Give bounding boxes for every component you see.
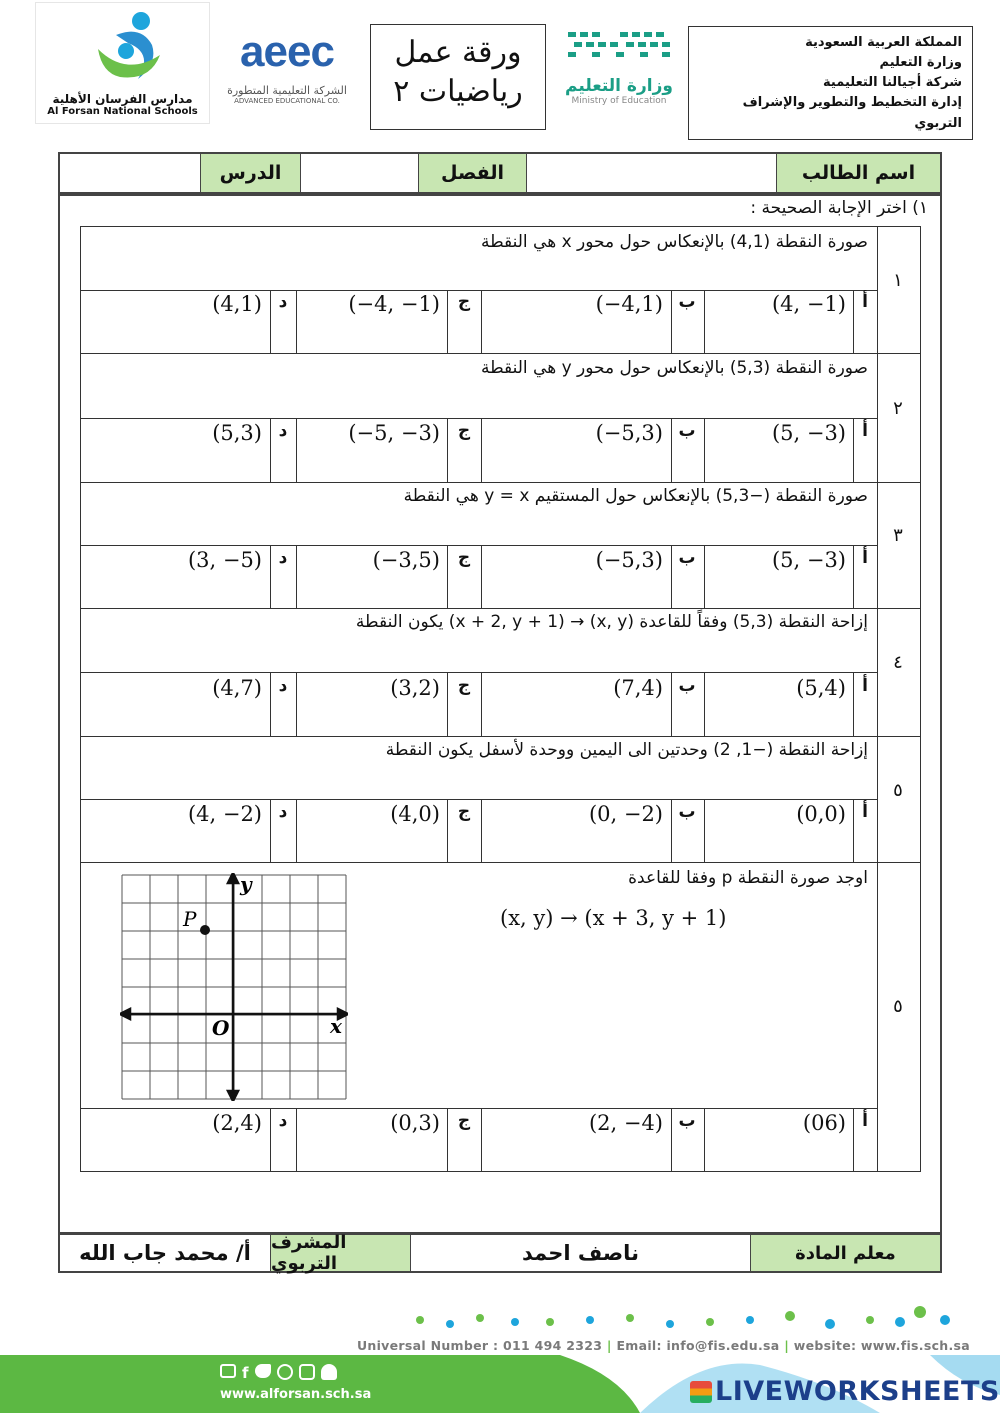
header-line: إدارة التخطيط والتطوير والإشراف التربوي (742, 95, 962, 131)
option-d[interactable]: (4,7) (212, 676, 262, 700)
liveworksheets-brand[interactable] (690, 1376, 1000, 1407)
option-b[interactable]: (−5,3) (595, 421, 663, 445)
table-divider (80, 482, 921, 483)
option-b[interactable]: (−5,3) (595, 548, 663, 572)
table-divider (296, 290, 297, 353)
table-divider (853, 290, 854, 353)
option-a[interactable]: (5, −3) (771, 548, 846, 572)
table-divider (447, 290, 448, 353)
table-divider (80, 545, 877, 546)
option-b[interactable]: (0, −2) (588, 802, 663, 826)
option-letter-d: د (278, 421, 288, 441)
option-a[interactable]: (06) (802, 1111, 846, 1135)
table-divider (270, 418, 271, 482)
origin-label: O (212, 1016, 230, 1040)
table-divider (270, 672, 271, 736)
option-letter-b: ب (678, 292, 696, 312)
option-d[interactable]: (5,3) (212, 421, 262, 445)
student-name-label: اسم الطالب (776, 154, 940, 192)
instruction: ١) اختر الإجابة الصحيحة : (750, 198, 928, 218)
option-letter-d: د (278, 802, 288, 822)
table-divider (296, 672, 297, 736)
option-d[interactable]: (3, −5) (187, 548, 262, 572)
table-divider (296, 1108, 297, 1172)
facebook-icon[interactable]: f (242, 1364, 249, 1382)
question-number: ٢ (893, 398, 903, 419)
header-line: شركة أجيالنا التعليمية (823, 75, 962, 91)
table-divider (296, 545, 297, 608)
worksheet-title (370, 24, 546, 130)
teacher-label: معلم المادة (750, 1235, 940, 1271)
option-letter-c: ج (457, 548, 471, 568)
table-divider (704, 799, 705, 862)
option-a[interactable]: (5, −3) (771, 421, 846, 445)
company-logo (212, 27, 362, 130)
class-field[interactable] (300, 154, 418, 192)
student-info-row (58, 152, 942, 194)
table-divider (481, 545, 482, 608)
table-divider (704, 418, 705, 482)
option-letter-c: ج (457, 802, 471, 822)
question-text: صورة النقطة (4,1) بالإنعكاس حول محور x هي النقطة (480, 232, 868, 252)
option-letter-b: ب (678, 421, 696, 441)
translation-rule: (x, y) → (x + 3, y + 1) (500, 906, 727, 930)
school-logo (35, 2, 210, 124)
option-letter-a: أ (862, 802, 868, 822)
question-text: اوجد صورة النقطة p وفقا للقاعدة (628, 868, 868, 888)
table-divider (270, 290, 271, 353)
table-divider (80, 1108, 877, 1109)
student-name-field[interactable] (526, 154, 776, 192)
option-letter-a: أ (862, 421, 868, 441)
question-number: ٣ (893, 525, 903, 546)
liveworksheets-text: LIVEWORKSHEETS (715, 1376, 1000, 1407)
contact-website[interactable]: website: www.fis.sch.sa (793, 1338, 970, 1353)
option-letter-c: ج (457, 1111, 471, 1131)
option-letter-a: أ (862, 1111, 868, 1131)
supervisor-label: المشرف التربوي (270, 1235, 410, 1271)
table-divider (853, 799, 854, 862)
school-logo-name-en: Al Forsan National Schools (47, 106, 198, 117)
question-text: إزاحة النقطة (5,3) وفقاً للقاعدة (x, y) → (x + 2, y + 1) يكون النقطة (355, 612, 868, 632)
header-line: وزارة التعليم (879, 55, 962, 71)
option-letter-a: أ (862, 676, 868, 696)
table-divider (853, 1108, 854, 1172)
question-number: ٥ (893, 996, 903, 1017)
contact-line: Universal Number : 011 494 2323 | Email: info@fis.edu.sa | website: www.fis.sch.sa (356, 1338, 970, 1353)
table-divider (704, 672, 705, 736)
option-d[interactable]: (4,1) (212, 292, 262, 316)
option-b[interactable]: (2, −4) (588, 1111, 663, 1135)
table-divider (270, 1108, 271, 1172)
lesson-field[interactable] (60, 154, 200, 192)
option-letter-b: ب (678, 548, 696, 568)
teacher-name: ناصف احمد (410, 1235, 750, 1271)
company-logo-sub-en: ADVANCED EDUCATIONAL CO. (234, 97, 340, 105)
table-divider (853, 672, 854, 736)
point-p-marker (200, 925, 210, 935)
option-letter-d: د (278, 676, 288, 696)
option-d[interactable]: (2,4) (212, 1111, 262, 1135)
option-letter-a: أ (862, 548, 868, 568)
table-divider (270, 545, 271, 608)
option-letter-b: ب (678, 802, 696, 822)
lesson-label: الدرس (200, 154, 300, 192)
table-divider (447, 545, 448, 608)
header-line: المملكة العربية السعودية (805, 35, 962, 50)
supervisor-name: أ/ محمد جاب الله (79, 1241, 251, 1265)
table-divider (80, 799, 877, 800)
option-c[interactable]: (−4, −1) (348, 292, 440, 316)
option-c[interactable]: (−5, −3) (348, 421, 440, 445)
question-number: ٤ (893, 652, 903, 673)
question-text: صورة النقطة (−5,3) بالإنعكاس حول المستقيم y = x هي النقطة (403, 486, 868, 506)
decorative-drops-icon (400, 1300, 960, 1336)
company-logo-sub-ar: الشركة التعليمية المتطورة (227, 84, 347, 97)
table-divider (80, 418, 877, 419)
option-letter-d: د (278, 548, 288, 568)
class-label: الفصل (418, 154, 526, 192)
table-divider (481, 418, 482, 482)
question-text: صورة النقطة (5,3) بالإنعكاس حول محور y هي النقطة (480, 358, 868, 378)
option-c[interactable]: (−3,5) (372, 548, 440, 572)
option-a[interactable]: (4, −1) (771, 292, 846, 316)
google-plus-icon[interactable] (277, 1364, 293, 1380)
table-divider (877, 226, 878, 1172)
ministry-logo (560, 26, 678, 126)
question-number: ٥ (893, 780, 903, 801)
option-c[interactable]: (3,2) (390, 676, 440, 700)
x-axis-label: x (330, 1014, 342, 1038)
option-d[interactable]: (4, −2) (187, 802, 262, 826)
site-url[interactable]: www.alforsan.sch.sa (220, 1387, 372, 1402)
table-divider (704, 290, 705, 353)
universal-number: Universal Number : 011 494 2323 (356, 1338, 603, 1353)
table-divider (481, 672, 482, 736)
option-b[interactable]: (−4,1) (595, 292, 663, 316)
option-letter-b: ب (678, 676, 696, 696)
table-divider (447, 672, 448, 736)
table-divider (80, 862, 921, 863)
worksheet-title-line1: ورقة عمل (394, 35, 522, 70)
table-divider (80, 672, 877, 673)
question-text: إزاحة النقطة (−1, 2) وحدتين الى اليمين ووحدة لأسفل يكون النقطة (385, 740, 868, 760)
ministry-name-en: Ministry of Education (571, 96, 667, 106)
school-logo-icon (36, 3, 211, 88)
header-right-box (688, 26, 973, 140)
option-letter-c: ج (457, 676, 471, 696)
contact-email[interactable]: Email: info@fis.edu.sa (616, 1338, 780, 1353)
instagram-icon[interactable] (299, 1364, 315, 1380)
table-divider (80, 608, 921, 609)
option-letter-d: د (278, 292, 288, 312)
table-divider (80, 353, 921, 354)
twitter-icon[interactable] (255, 1364, 271, 1378)
table-divider (481, 799, 482, 862)
table-divider (447, 799, 448, 862)
table-divider (80, 290, 877, 291)
snapchat-icon[interactable] (321, 1364, 337, 1380)
signature-row (58, 1233, 942, 1273)
liveworksheets-logo-icon (690, 1381, 712, 1403)
table-divider (447, 1108, 448, 1172)
table-divider (481, 1108, 482, 1172)
option-letter-c: ج (457, 421, 471, 441)
table-divider (704, 1108, 705, 1172)
option-c[interactable]: (0,3) (390, 1111, 440, 1135)
table-divider (447, 418, 448, 482)
question-number: ١ (893, 270, 903, 291)
social-icons (220, 1364, 337, 1382)
school-logo-name-ar: مدارس الفرسان الأهلية (52, 92, 193, 106)
table-divider (296, 799, 297, 862)
option-letter-b: ب (678, 1111, 696, 1131)
company-logo-text: aeec (240, 27, 334, 76)
table-divider (296, 418, 297, 482)
table-divider (270, 799, 271, 862)
point-p-label: P (183, 907, 197, 931)
option-letter-a: أ (862, 292, 868, 312)
option-a[interactable]: (0,0) (796, 802, 846, 826)
table-divider (80, 736, 921, 737)
option-b[interactable]: (7,4) (613, 676, 663, 700)
table-divider (481, 290, 482, 353)
table-divider (704, 545, 705, 608)
youtube-icon[interactable] (220, 1364, 236, 1378)
ministry-dots-icon (562, 26, 677, 66)
table-divider (853, 418, 854, 482)
option-c[interactable]: (4,0) (390, 802, 440, 826)
table-divider (853, 545, 854, 608)
y-axis-label: y (240, 873, 252, 896)
worksheet-title-line2: رياضيات ٢ (393, 74, 523, 109)
coordinate-grid (120, 873, 348, 1101)
option-letter-c: ج (457, 292, 471, 312)
ministry-name-ar: وزارة التعليم (565, 76, 673, 96)
option-letter-d: د (278, 1111, 288, 1131)
option-a[interactable]: (5,4) (796, 676, 846, 700)
